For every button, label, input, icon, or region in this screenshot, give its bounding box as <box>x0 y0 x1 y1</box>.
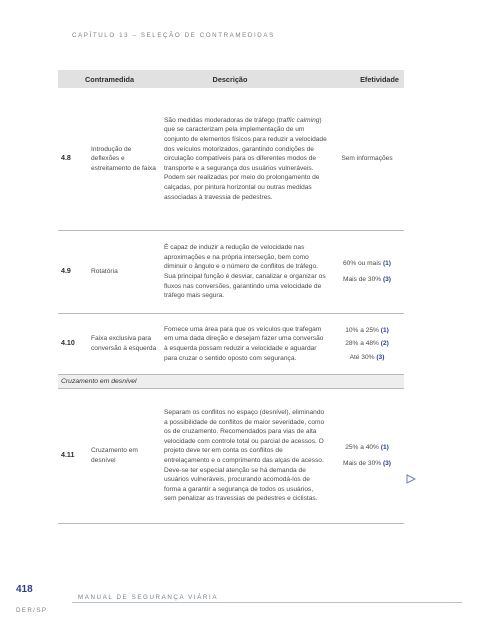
effectiveness-value: 25% a 40% (1) <box>345 444 389 452</box>
table-row <box>58 389 404 524</box>
table-row <box>58 314 404 375</box>
section-heading: Cruzamento em desnível <box>58 375 404 389</box>
effectiveness-value: Mais de 30% (3) <box>342 460 391 467</box>
row-number: 4.10 <box>61 339 75 348</box>
table-header <box>58 70 404 88</box>
row-name: Introdução de deflexões e estreitamento de faixa <box>91 145 156 172</box>
table-row <box>58 231 404 314</box>
effectiveness-value: Mais de 30% (3) <box>342 276 391 283</box>
header-contramedida: Contramedida <box>85 74 135 84</box>
desc-italic: traffic calming <box>278 116 320 124</box>
chapter-header: CAPÍTULO 13 – SELEÇÃO DE CONTRAMEDIDAS <box>72 32 275 39</box>
row-description: Fornece uma área para que os veículos que trafegam em uma dada direção e desejam fazer uma conversão à esquerda possam reduzir a velocidade e aguardar para cruzar o sentido oposto com segurança. <box>164 325 324 362</box>
row-name: Faixa exclusiva para conversão à esquerda <box>91 335 157 352</box>
row-number: 4.9 <box>61 267 71 276</box>
row-description: É capaz de induzir a redução de velocidade nas aproximações e na própria interseção, bem como diminuir o ângulo e o número de conflitos de tráfego. Sua principal função é desviar, canalizar e organizar os fluxos nas conversões, garantindo uma velocidade de tráfego mais segura. <box>164 244 326 300</box>
footer-org: DER/SP <box>16 607 48 614</box>
next-page-arrow-icon[interactable] <box>406 474 416 484</box>
row-effectiveness <box>330 253 404 290</box>
effectiveness-value: 60% ou mais (1) <box>342 260 391 268</box>
row-number: 4.11 <box>61 451 75 460</box>
effectiveness-value: 10% a 25% (1) <box>345 326 389 334</box>
header-efetividade: Efetividade <box>360 74 399 84</box>
row-effectiveness <box>330 148 404 170</box>
desc-text: ) que se caracterizam pela implementação de um conjunto de elementos físicos para reduzir a velocidade dos veículos motorizados, garantindo condições de circulação compatíveis para os diferentes modos de transporte e a segurança dos usuários vulneráveis. Podem ser realizadas por meio do prolongamento de calçadas, por pintura horizontal ou outras medidas associadas à travessia de pedestres. <box>164 116 327 201</box>
desc-text: São medidas moderadoras de tráfego ( <box>164 116 279 124</box>
row-description: Separam os conflitos no espaço (desnível), eliminando a possibilidade de conflitos de maior severidade, como os de cruzamento. Recomendados para vias de alta velocidade com controle total ou parcial de acessos. O projeto deve ter em conta os conflitos de entrelaçamento e o comprimento das alças de acesso. Deve-se ter especial atenção se há demanda de usuários vulneráveis, procurando acomodá-los de forma a garantir a segurança de todos os usuários, sem penalizar as travessias de pedestres e ciclistas. <box>164 409 325 503</box>
header-descricao: Descrição <box>212 74 248 84</box>
row-effectiveness <box>330 437 404 474</box>
footer-manual-title: MANUAL DE SEGURANÇA VIÁRIA <box>78 594 219 601</box>
footer-divider <box>72 602 462 603</box>
effectiveness-value: Até 30% (3) <box>349 353 385 361</box>
effectiveness-value: Sem informações <box>341 155 393 163</box>
effectiveness-value: 28% a 48% (2) <box>345 340 389 348</box>
row-name: Cruzamento em desnível <box>91 447 138 464</box>
countermeasure-table <box>58 70 404 524</box>
row-number: 4.8 <box>61 154 71 163</box>
table-row <box>58 88 404 231</box>
row-effectiveness <box>330 322 404 367</box>
row-description <box>164 116 330 202</box>
page-number: 418 <box>16 584 33 595</box>
row-name: Rotatória <box>91 268 118 276</box>
